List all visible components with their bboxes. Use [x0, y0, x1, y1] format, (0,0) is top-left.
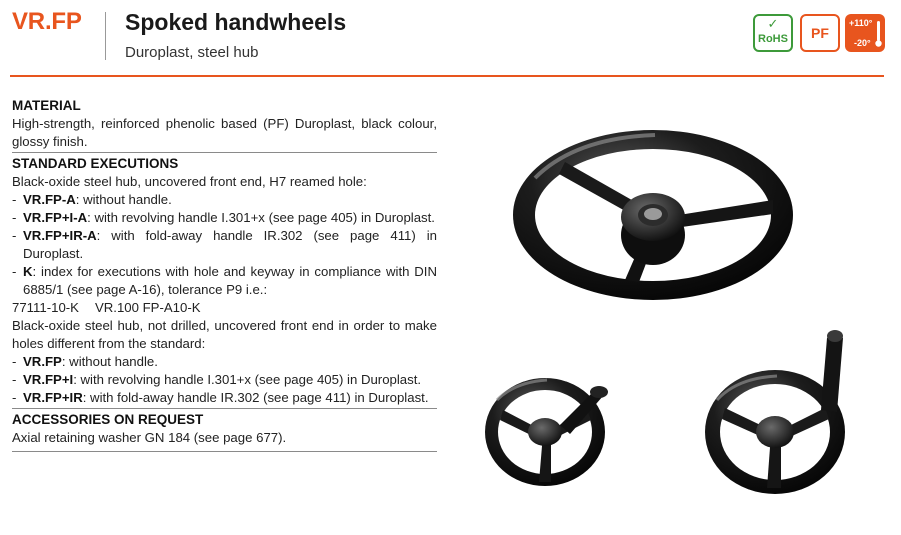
temperature-badge [845, 14, 885, 52]
product-photos [455, 90, 895, 530]
list-item: - K: index for executions with hole and keyway in compliance with DIN 6885/1 (see page A-16), tolerance P9 i.e.: [12, 263, 437, 299]
list-item: - VR.FP+IR-A: with fold-away handle IR.302 (see page 411) in Duroplast. [12, 227, 437, 263]
section-divider [12, 152, 437, 153]
standard-intro: Black-oxide steel hub, uncovered front end, H7 reamed hole: [12, 174, 367, 189]
rohs-check-icon: ✓ [767, 16, 779, 31]
rohs-badge [753, 14, 793, 52]
example-code: 77111-10-K [12, 300, 79, 315]
material-text: High-strength, reinforced phenolic based (PF) Duroplast, black colour, glossy finish. [12, 116, 437, 149]
temp-low-label: -20° [854, 38, 871, 48]
list-item: - VR.FP+IR: with fold-away handle IR.302 (see page 411) in Duroplast. [12, 389, 437, 407]
pf-label: PF [811, 25, 829, 41]
rohs-label: RoHS [758, 33, 788, 45]
header-separator [105, 12, 106, 60]
thermometer-icon [875, 20, 882, 48]
list-item: - VR.FP+I-A: with revolving handle I.301+x (see page 405) in Duroplast. [12, 209, 437, 227]
section-divider [12, 451, 437, 452]
handwheel-large-image [513, 130, 793, 300]
header-rule [10, 75, 884, 77]
page-title: Spoked handwheels [125, 9, 347, 35]
accessories-text: Axial retaining washer GN 184 (see page 677). [12, 430, 287, 445]
pf-badge [800, 14, 840, 52]
material-heading: MATERIAL [12, 98, 81, 113]
handwheel-revolving-handle-image [485, 378, 608, 486]
standard-heading: STANDARD EXECUTIONS [12, 156, 179, 171]
list-item: - VR.FP+I: with revolving handle I.301+x (see page 405) in Duroplast. [12, 371, 437, 389]
handwheel-upright-handle-image [705, 330, 845, 494]
section-divider [12, 408, 437, 409]
standard-intro-undrilled: Black-oxide steel hub, not drilled, uncovered front end in order to make holes different from the standard: [12, 318, 437, 351]
example-code: VR.100 FP-A10-K [94, 300, 201, 315]
temp-high-label: +110° [849, 18, 873, 28]
list-item: - VR.FP-A: without handle. [12, 191, 437, 209]
list-item: - VR.FP: without handle. [12, 353, 437, 371]
example-codes [12, 299, 437, 317]
product-code: VR.FP [12, 8, 82, 35]
accessories-heading: ACCESSORIES ON REQUEST [12, 412, 204, 427]
spec-content [12, 97, 437, 454]
page-subtitle: Duroplast, steel hub [125, 44, 259, 61]
